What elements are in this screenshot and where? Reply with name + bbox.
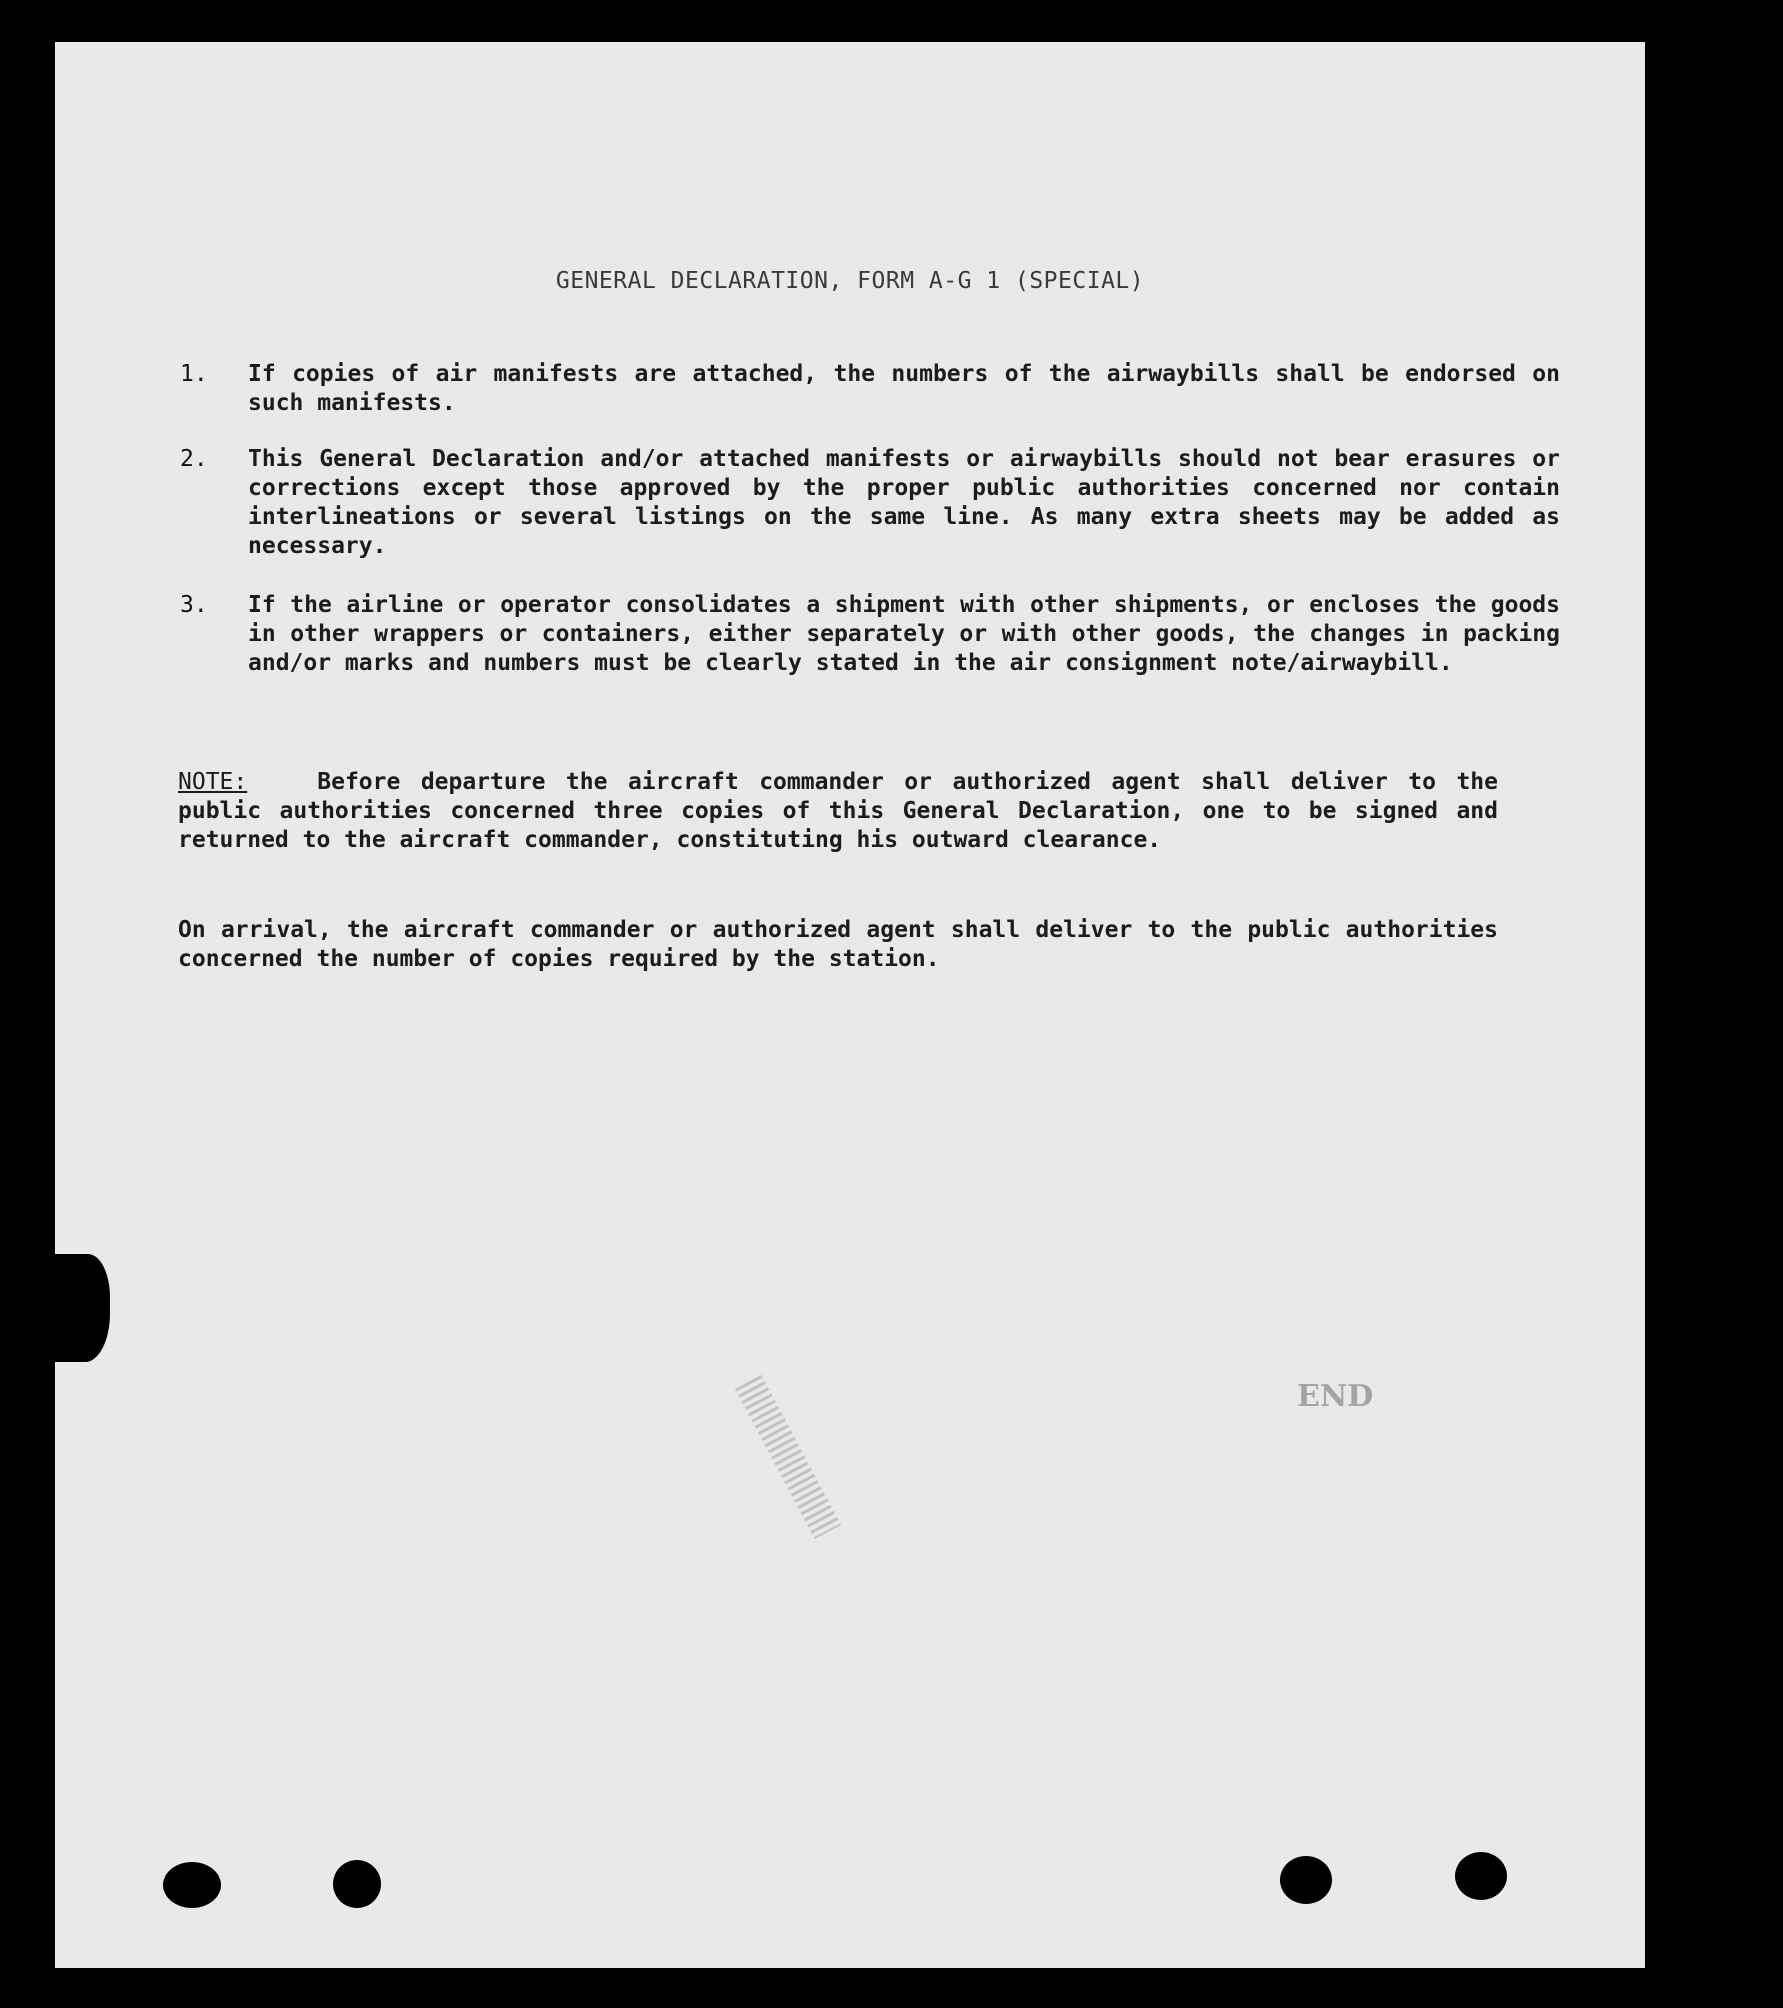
punch-hole-3 xyxy=(1280,1856,1332,1904)
arrival-paragraph: On arrival, the aircraft commander or authorized agent shall deliver to the public authorities concerned the number of copies required by the station. xyxy=(178,917,1498,972)
item-text: This General Declaration and/or attached manifests or airwaybills should not bear erasures or corrections except those approved by the proper public authorities concerned nor contain interlineations or several listings on the same line. As many extra sheets may be added as necessary. xyxy=(248,446,1560,559)
document-title: GENERAL DECLARATION, FORM A-G 1 (SPECIAL) xyxy=(555,268,1145,294)
end-stamp: END xyxy=(1297,1379,1374,1414)
instruction-item-3 xyxy=(180,591,1560,678)
instruction-item-1 xyxy=(180,360,1560,418)
ink-smudge xyxy=(735,1375,841,1539)
item-text: If copies of air manifests are attached, the numbers of the airwaybills shall be endorsed on such manifests. xyxy=(248,361,1560,416)
punch-hole-4 xyxy=(1455,1852,1507,1900)
torn-edge-notch xyxy=(55,1254,110,1362)
note-paragraph xyxy=(178,768,1498,855)
instruction-item-2 xyxy=(180,445,1560,561)
item-number: 2. xyxy=(180,446,208,472)
item-number: 3. xyxy=(180,592,208,618)
note-label: NOTE: xyxy=(178,769,248,795)
punch-hole-1 xyxy=(163,1862,221,1908)
punch-hole-2 xyxy=(333,1860,381,1908)
item-number: 1. xyxy=(180,361,208,387)
item-text: If the airline or operator consolidates a shipment with other shipments, or encloses the goods in other wrappers or containers, either separately or with other goods, the changes in packing and/or marks and numbers must be clearly stated in the air consignment note/airwaybill. xyxy=(248,592,1560,676)
document-page xyxy=(55,42,1645,1968)
note-text: Before departure the aircraft commander or authorized agent shall deliver to the public authorities concerned three copies of this General Declaration, one to be signed and returned to the aircraft commander, constituting his outward clearance. xyxy=(178,769,1498,853)
